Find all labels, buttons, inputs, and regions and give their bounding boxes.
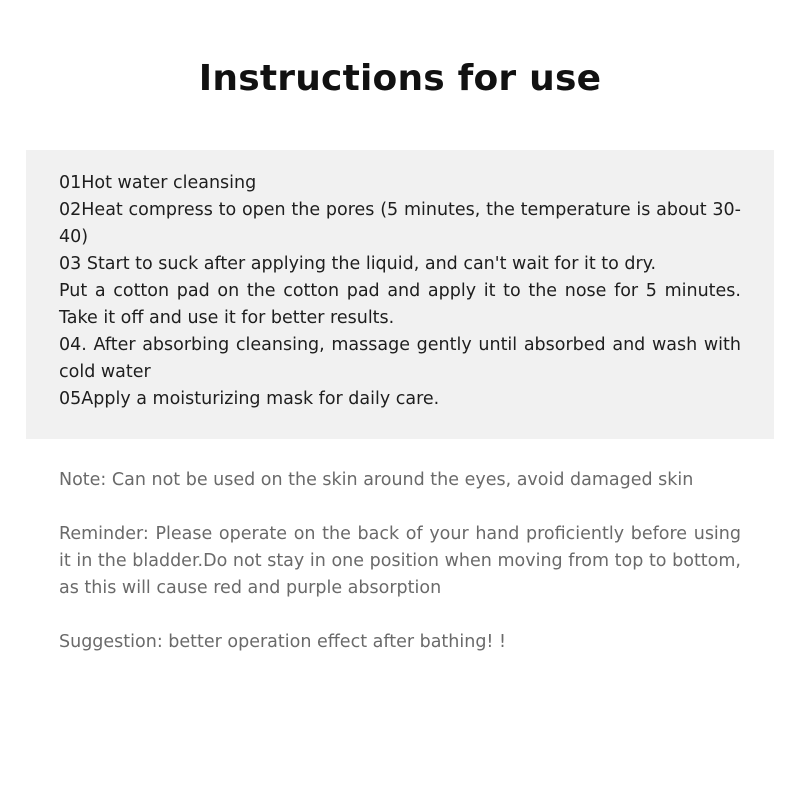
step-5: 05Apply a moisturizing mask for daily care. — [59, 389, 440, 409]
step-3: 03 Start to suck after applying the liquid, and can't wait for it to dry. — [59, 254, 657, 274]
step-1: 01Hot water cleansing — [59, 173, 257, 193]
step-4: 04. After absorbing cleansing, massage gently until absorbed and wash with cold water — [59, 335, 741, 382]
step-2: 02Heat compress to open the pores (5 minutes, the temperature is about 30-40) — [59, 200, 741, 247]
note-text: Note: Can not be used on the skin around the eyes, avoid damaged skin — [59, 470, 694, 490]
step-3-detail: Put a cotton pad on the cotton pad and apply it to the nose for 5 minutes. Take it off and use it for better results. — [59, 281, 741, 328]
page-title: Instructions for use — [198, 58, 602, 99]
instructions-box — [26, 150, 774, 439]
notes-section — [59, 467, 741, 683]
suggestion-text: Suggestion: better operation effect after bathing! ! — [59, 632, 507, 652]
reminder-text: Reminder: Please operate on the back of your hand proficiently before using it in the bladder.Do not stay in one position when moving from top to bottom, as this will cause red and purple absorption — [59, 524, 741, 598]
